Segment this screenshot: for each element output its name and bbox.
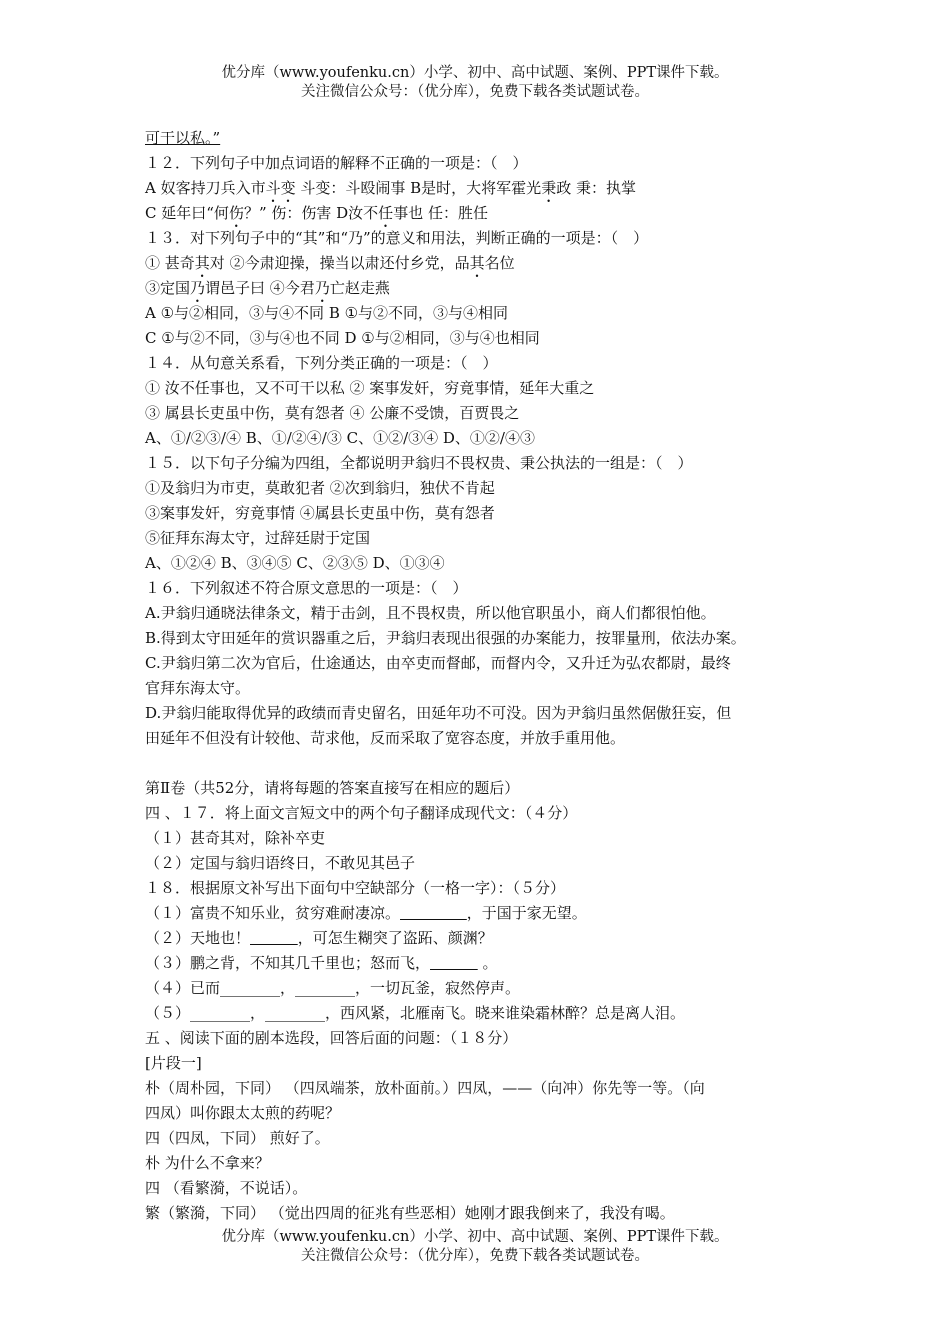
page-footer [0, 1228, 950, 1266]
q18-4-blank-2[interactable]: ________ [295, 979, 356, 997]
q15-stem: １５．以下句子分编为四组，全都说明尹翁归不畏权贵、秉公执法的一组是：（ ） [145, 454, 693, 472]
q13-line-2 [145, 276, 825, 301]
q13-l2-dotted-1: 乃 [190, 279, 206, 297]
section-gap [145, 751, 825, 776]
q13-line-1 [145, 251, 825, 276]
q13-l1-dotted-1: 其 [194, 254, 210, 272]
q18-5-blank-2[interactable]: ________ [265, 1004, 326, 1022]
q13-l2-c: 亡赵走燕 [329, 279, 390, 297]
q18-item-2 [145, 926, 825, 951]
q18-4-comma: ， [280, 979, 296, 997]
q11-tail: 可干以私。” [145, 129, 221, 147]
q18-2-text-b: ，可怎生糊突了盗跖、颜渊？ [297, 929, 493, 947]
q17-item-1: （１）甚奇其对，除补卒吏 [145, 829, 326, 847]
q13-l1-dotted-2: 其 [469, 254, 485, 272]
q18-3-text-a: （３）鹏之背，不知其几千里也；怒而飞， [145, 954, 431, 972]
header-line-2: 关注微信公众号：（优分库），免费下载各类试题试卷。 [301, 84, 649, 100]
q12-c-post: ？” 伤：伤害 D汝不 [243, 204, 379, 222]
q18-5-text-a: （５） [145, 1004, 191, 1022]
q16-option-d-1: D.尹翁归能取得优异的政绩而青史留名，田延年功不可没。因为尹翁归虽然倨傲狂妄，但 [145, 704, 732, 722]
q12-a-post: 斗变：斗殴闹事 B是时，大将军霍光 [295, 179, 542, 197]
q12-b-post: 政 秉：执掌 [556, 179, 636, 197]
q14-options: A、①/②③/④ B、①/②④/③ C、①②/③④ D、①②/④③ [145, 429, 535, 447]
q18-3-blank[interactable] [430, 954, 478, 972]
q16-option-a: A.尹翁归通晓法律条文，精于击剑，且不畏权贵，所以他官职虽小，商人们都很怕他。 [145, 604, 716, 622]
q18-3-text-b: 。 [477, 954, 498, 972]
part2-title: 第Ⅱ卷（共52分，请将每题的答案直接写在相应的题后） [145, 779, 520, 797]
q18-5-text-b: ，西风紧，北雁南飞。晓来谁染霜林醉？总是离人泪。 [325, 1004, 686, 1022]
q12-d-post: 事也 任：胜任 [393, 204, 488, 222]
dialogue-line-5: 繁（繁漪，下同） （觉出四周的征兆有些恶相）她刚才跟我倒来了，我没有喝。 [145, 1204, 675, 1222]
q18-2-text-a: （２）天地也！ [145, 929, 251, 947]
dialogue-line-1a: 朴（周朴园，下同） （四凤端茶，放朴面前。）四凤，——（向冲）你先等一等。（向 [145, 1079, 705, 1097]
dialogue-line-1b: 四凤）叫你跟太太煎的药呢？ [145, 1104, 341, 1122]
q15-options: A、①②④ B、③④⑤ C、②③⑤ D、①③④ [145, 554, 445, 572]
page-header [0, 64, 950, 102]
q12-stem: １２．下列句子中加点词语的解释不正确的一项是：（ ） [145, 154, 528, 172]
q12-c-dotted: 伤 [228, 204, 244, 222]
header-line-1: 优分库（www.youfenku.cn）小学、初中、高中试题、案例、PPT课件下载。 [221, 65, 729, 81]
q18-4-text-a: （４）已而 [145, 979, 221, 997]
q18-4-text-b: ，一切瓦釜，寂然停声。 [355, 979, 521, 997]
q18-item-5 [145, 1001, 825, 1026]
q16-option-d-2: 田延年不但没有计较他、苛求他，反而采取了宽容态度，并放手重用他。 [145, 729, 626, 747]
q13-l2-dotted-2: 乃 [314, 279, 330, 297]
dialogue-line-2: 四（四凤，下同） 煎好了。 [145, 1129, 330, 1147]
q12-options-cd [145, 201, 825, 226]
q16-option-c-2: 官拜东海太守。 [145, 679, 251, 697]
q15-line-1: ①及翁归为市吏，莫敢犯者 ②次到翁归，独伏不肯起 [145, 479, 495, 497]
segment-label: [片段一] [145, 1054, 202, 1072]
footer-line-1: 优分库（www.youfenku.cn）小学、初中、高中试题、案例、PPT课件下载。 [221, 1229, 729, 1245]
q17-stem: 四 、１７．将上面文言短文中的两个句子翻译成现代文：（４分） [145, 804, 578, 822]
q12-a-dotted: 斗变 [265, 179, 296, 197]
q16-option-b: B.得到太守田延年的赏识器重之后，尹翁归表现出很强的办案能力，按罪量刑，依法办案。 [145, 629, 746, 647]
q13-l1-b: 对 ②今肃迎操，操当以肃还付乡党，品 [209, 254, 470, 272]
q18-item-4 [145, 976, 825, 1001]
q12-a-pre: A 奴客持刀兵入市 [145, 179, 266, 197]
footer-line-2: 关注微信公众号：（优分库），免费下载各类试题试卷。 [301, 1248, 649, 1264]
q14-stem: １４．从句意关系看，下列分类正确的一项是：（ ） [145, 354, 498, 372]
q18-4-blank-1[interactable]: ________ [220, 979, 281, 997]
q16-option-c-1: C.尹翁归第二次为官后，仕途通达，由卒吏而督邮，而督内令，又升迁为弘农都尉，最终 [145, 654, 731, 672]
document-body [145, 126, 825, 1226]
q12-d-dotted: 任 [378, 204, 394, 222]
q12-c-pre: C 延年曰“何 [145, 204, 229, 222]
q18-item-1 [145, 901, 825, 926]
q12-options-ab [145, 176, 825, 201]
q13-stem: １３．对下列句子中的“其”和“乃”的意义和用法，判断正确的一项是：（ ） [145, 229, 649, 247]
q18-1-text-a: （１）富贵不知乐业，贫穷难耐凄凉。 [145, 904, 401, 922]
q18-5-comma: ， [250, 1004, 266, 1022]
q13-l2-a: ③定国 [145, 279, 191, 297]
dialogue-line-4: 四 （看繁漪，不说话）。 [145, 1179, 308, 1197]
q17-item-2: （２）定国与翁归语终日，不敢见其邑子 [145, 854, 416, 872]
q13-l2-b: 谓邑子曰 ④今君 [205, 279, 315, 297]
dialogue-line-3: 朴 为什么不拿来？ [145, 1154, 270, 1172]
q13-options-ab: A ①与②相同，③与④不同 B ①与②不同，③与④相同 [145, 304, 509, 322]
q15-line-3: ⑤征拜东海太守，过辞廷尉于定国 [145, 529, 371, 547]
q16-stem: １６．下列叙述不符合原文意思的一项是：（ ） [145, 579, 468, 597]
q18-5-blank-1[interactable]: ________ [190, 1004, 251, 1022]
q18-2-blank[interactable] [250, 929, 298, 947]
q13-options-cd: C ①与②不同，③与④也不同 D ①与②相同，③与④也相同 [145, 329, 540, 347]
q18-stem: １８．根据原文补写出下面句中空缺部分（一格一字）：（５分） [145, 879, 566, 897]
q13-l1-a: ① 甚奇 [145, 254, 195, 272]
q14-line-1: ① 汝不任事也，又不可干以私 ② 案事发奸，穷竟事情，延年大重之 [145, 379, 595, 397]
q14-line-2: ③ 属县长吏虽中伤，莫有怨者 ④ 公廉不受馈，百贾畏之 [145, 404, 520, 422]
q18-1-blank[interactable] [400, 904, 467, 922]
section5-stem: 五 、阅读下面的剧本选段，回答后面的问题：（１８分） [145, 1029, 518, 1047]
q13-l1-c: 名位 [484, 254, 515, 272]
q15-line-2: ③案事发奸，穷竟事情 ④属县长吏虽中伤，莫有怨者 [145, 504, 495, 522]
q18-1-text-b: ，于国于家无望。 [466, 904, 587, 922]
q12-b-dotted: 秉 [541, 179, 557, 197]
q18-item-3 [145, 951, 825, 976]
